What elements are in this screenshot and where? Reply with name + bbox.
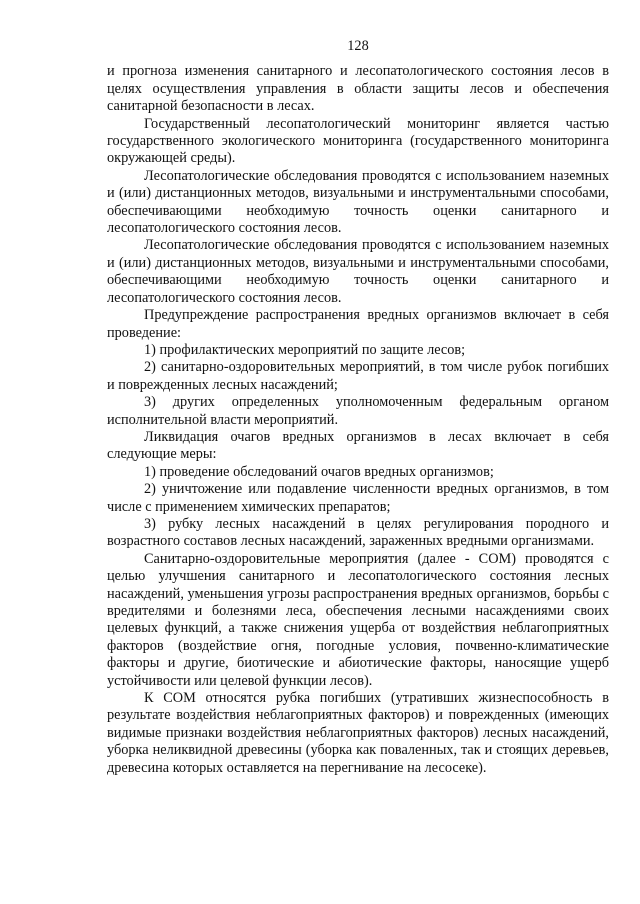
document-page <box>107 38 609 777</box>
paragraph-sanitary-measures: Санитарно-оздоровительные мероприятия (далее - СОМ) проводятся с целью улучшения санитарного и лесопатологического состояния лесных насаждений, уменьшения угрозы распространения вредных организмов, борьбы с вредителями и болезнями леса, обеспечения лесными насаждениями своих целевых функций, а также снижения ущерба от воздействия неблагоприятных факторов (воздействие огня, погодные условия, почвенно-климатические факторы и другие, биотические и абиотические факторы, наносящие ущерб устойчивости или целевой функции лесов). <box>107 550 609 689</box>
paragraph-monitoring: Государственный лесопатологический мониторинг является частью государственного экологического мониторинга (государственного мониторинга окружающей среды). <box>107 115 609 167</box>
paragraph-elimination-intro: Ликвидация очагов вредных организмов в лесах включает в себя следующие меры: <box>107 428 609 463</box>
list-item-prevention-3: 3) других определенных уполномоченным федеральным органом исполнительной власти мероприятий. <box>107 394 609 428</box>
list-item-elimination-3: 3) рубку лесных насаждений в целях регулирования породного и возрастного составов лесных насаждений, зараженных вредными организмами. <box>107 515 609 550</box>
paragraph-prevention-intro: Предупреждение распространения вредных организмов включает в себя проведение: <box>107 307 609 341</box>
list-item-elimination-1: 1) проведение обследований очагов вредных организмов; <box>144 463 494 480</box>
paragraph-continuation: и прогноза изменения санитарного и лесопатологического состояния лесов в целях осуществления управления в области защиты лесов и обеспечения санитарной безопасности в лесах. <box>107 63 609 115</box>
paragraph-som-includes: К СОМ относятся рубка погибших (утративших жизнеспособность в результате воздействия неблагоприятных факторов) и поврежденных (имеющих видимые признаки воздействия неблагоприятных факторов) лесных насаждений, уборка неликвидной древесины (уборка как поваленных, так и стоящих деревьев, древесина которых оставляется на перегнивание на лесосеке). <box>107 690 609 776</box>
paragraph-surveys: Лесопатологические обследования проводятся с использованием наземных и (или) дистанционных методов, визуальными и инструментальными способами, обеспечивающими необходимую точность оценки санитарного и лесопатологического состояния лесов. <box>107 167 609 237</box>
list-item-prevention-1: 1) профилактических мероприятий по защите лесов; <box>144 341 466 358</box>
list-item-prevention-2: 2) санитарно-оздоровительных мероприятий, в том числе рубок погибших и поврежденных лесных насаждений; <box>107 359 609 393</box>
list-item-elimination-2: 2) уничтожение или подавление численности вредных организмов, в том числе с применением химических препаратов; <box>107 481 609 515</box>
page-number: 128 <box>347 38 369 54</box>
paragraph-surveys-repeat: Лесопатологические обследования проводятся с использованием наземных и (или) дистанционных методов, визуальными и инструментальными способами, обеспечивающими необходимую точность оценки санитарного и лесопатологического состояния лесов. <box>107 237 609 306</box>
